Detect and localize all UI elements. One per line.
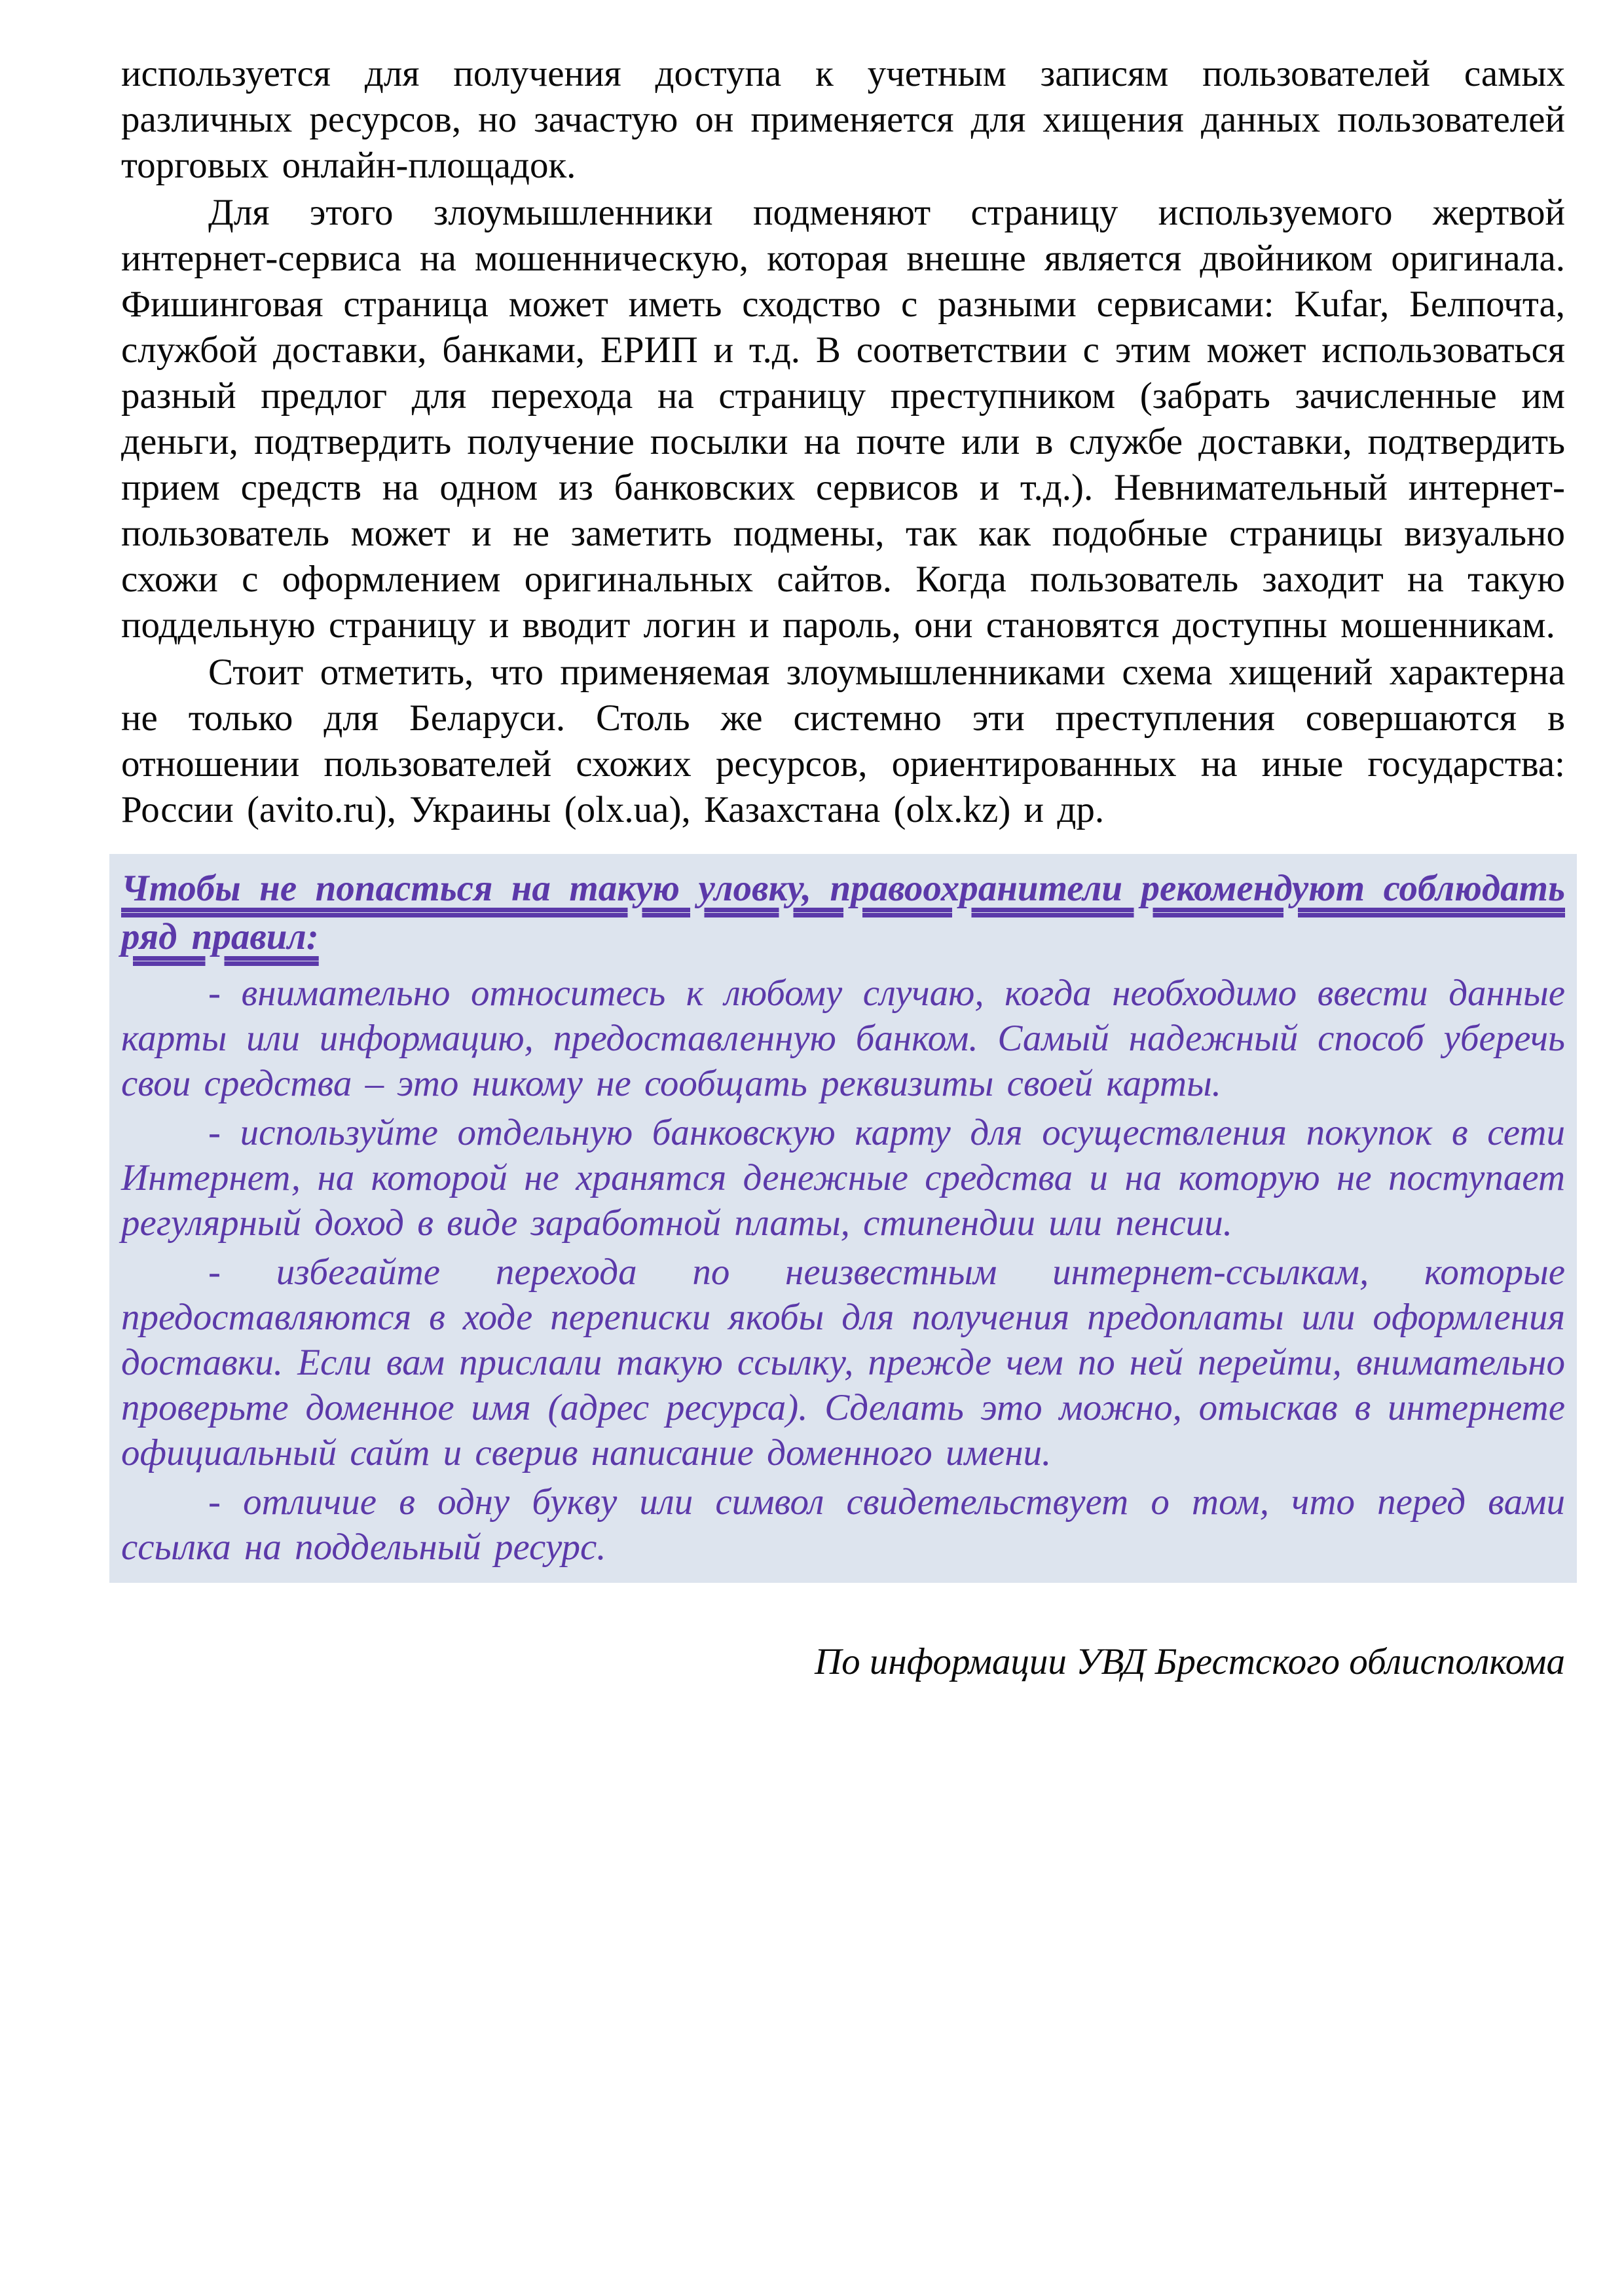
recommendation-item-unknown-links: - избегайте перехода по неизвестным интернет-ссылкам, которые предоставляются в ходе переписки якобы для получения предоплаты или оформления доставки. Если вам прислали такую ссылку, прежде чем по ней перейти, внимательно проверьте доменное имя (адрес ресурса). Сделать это можно, отыскав в интернете официальный сайт и сверив написание доменного имени.: [121, 1251, 1565, 1473]
recommendations-block: [109, 854, 1577, 1583]
recommendation-item-one-letter-difference: - отличие в одну букву или символ свидетельствует о том, что перед вами ссылка на поддельный ресурс.: [121, 1481, 1565, 1568]
recommendations-heading: Чтобы не попасться на такую уловку, правоохранители рекомендуют соблюдать ряд правил:: [121, 868, 1565, 957]
recommendation-item-separate-card: - используйте отдельную банковскую карту для осуществления покупок в сети Интернет, на которой не хранятся денежные средства и на которую не поступает регулярный доход в виде заработной платы, стипендии или пенсии.: [121, 1112, 1565, 1244]
document-body: [121, 51, 1565, 1722]
paragraph-phishing-scheme: Для этого злоумышленники подменяют страницу используемого жертвой интернет-сервиса на мошенническую, которая внешне является двойником оригинала. Фишинговая страница может иметь сходство с разными сервисами: Kufar, Белпочта, службой доставки, банками, ЕРИП и т.д. В соответствии с этим может использоваться разный предлог для перехода на страницу преступником (забрать зачисленные им деньги, подтвердить получение посылки на почте или в службе доставки, подтвердить прием средств на одном из банковских сервисов и т.д.). Невнимательный интернет-пользователь может и не заметить подмены, так как подобные страницы визуально схожи с оформлением оригинальных сайтов. Когда пользователь заходит на такую поддельную страницу и вводит логин и пароль, они становятся доступны мошенникам.: [121, 192, 1565, 646]
paragraph-intro-continuation: используется для получения доступа к учетным записям пользователей самых различных ресурсов, но зачастую он применяется для хищения данных пользователей торговых онлайн-площадок.: [121, 53, 1565, 186]
attribution-line: По информации УВД Брестского облисполкома: [814, 1641, 1565, 1682]
paragraph-other-countries: Стоит отметить, что применяемая злоумышленниками схема хищений характерна не только для Беларуси. Столь же системно эти преступления совершаются в отношении пользователей схожих ресурсов, ориентированных на иные государства: России (avito.ru), Украины (olx.ua), Казахстана (olx.kz) и др.: [121, 652, 1565, 830]
recommendation-item-card-data: - внимательно относитесь к любому случаю, когда необходимо ввести данные карты или информацию, предоставленную банком. Самый надежный способ уберечь свои средства – это никому не сообщать реквизиты своей карты.: [121, 972, 1565, 1104]
